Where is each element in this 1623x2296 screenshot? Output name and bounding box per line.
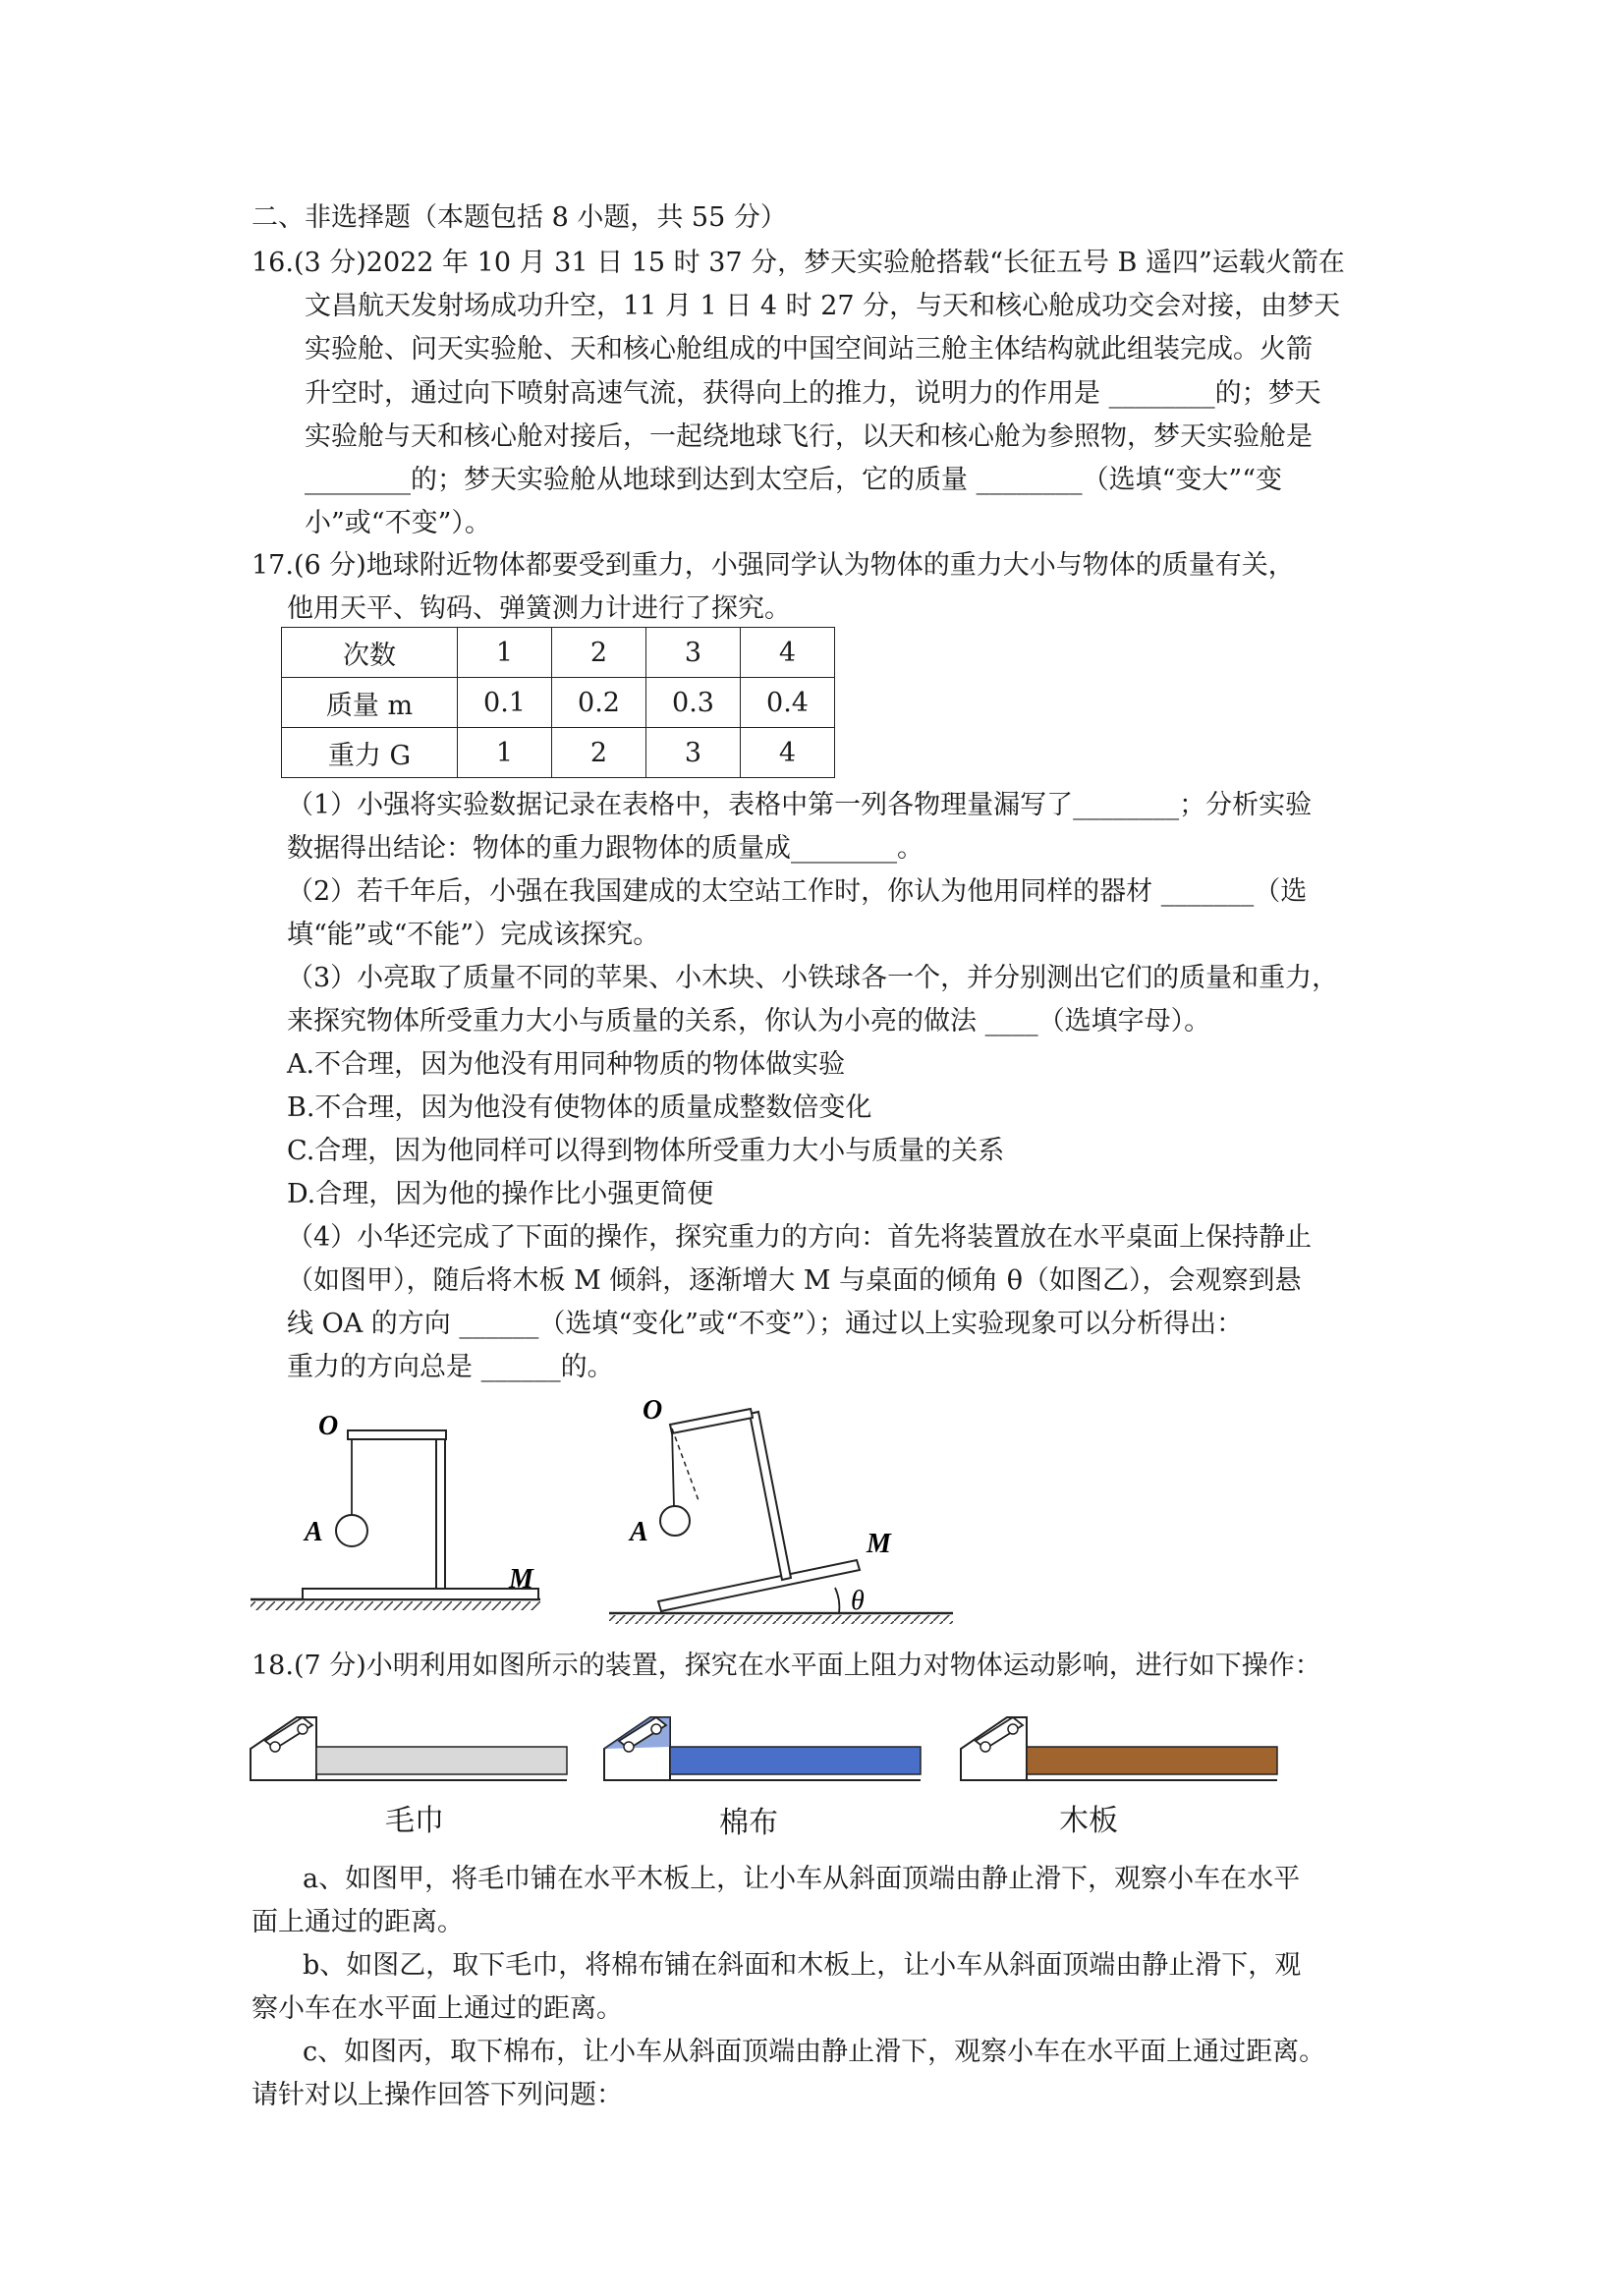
table-cell: 重力 G — [282, 728, 458, 778]
q17-option-d: D.合理，因为他的操作比小强更简便 — [287, 1179, 714, 1209]
caption-wood: 木板 — [1059, 1804, 1118, 1838]
q16-line: 实验舱、问天实验舱、天和核心舱组成的中国空间站三舱主体结构就此组装完成。火箭 — [305, 334, 1313, 364]
q17-line: （2）若千年后，小强在我国建成的太空站工作时，你认为他用同样的器材 _______（选 — [287, 876, 1308, 907]
table-cell: 3 — [646, 628, 741, 678]
q16-line: 小”或“不变”）。 — [305, 508, 491, 538]
data-table — [281, 627, 835, 778]
q16-line: 升空时，通过向下喷射高速气流，获得向上的推力，说明力的作用是 ________的；梦天 — [305, 378, 1321, 409]
label-a: A — [630, 1517, 648, 1547]
q17-line: （如图甲），随后将木板 M 倾斜，逐渐增大 M 与桌面的倾角 θ（如图乙），会观察到悬 — [287, 1265, 1302, 1296]
q16-line: 16.(3 分)2022 年 10 月 31 日 15 时 37 分，梦天实验舱搭载“长征五号 B 遥四”运载火箭在 — [252, 248, 1345, 278]
q17-line: 来探究物体所受重力大小与质量的关系，你认为小亮的做法 ____（选填字母）。 — [287, 1006, 1211, 1036]
q17-line: （1）小强将实验数据记录在表格中，表格中第一列各物理量漏写了________；分析实验 — [287, 790, 1313, 820]
table-cell: 4 — [741, 628, 835, 678]
table-cell: 0.1 — [458, 678, 552, 728]
q18-line: 察小车在水平面上通过的距离。 — [252, 1993, 623, 2024]
table-row — [282, 728, 835, 778]
label-o: O — [643, 1395, 663, 1426]
q18-line: 18.(7 分)小明利用如图所示的装置，探究在水平面上阻力对物体运动影响，进行如下操作： — [252, 1651, 1321, 1681]
q16-line: 文昌航天发射场成功升空，11 月 1 日 4 时 27 分，与天和核心舱成功交会对接，由梦天 — [305, 291, 1341, 321]
q18-line: 面上通过的距离。 — [252, 1907, 464, 1937]
wood-surface — [1027, 1747, 1277, 1774]
q17-line: （4）小华还完成了下面的操作，探究重力的方向：首先将装置放在水平桌面上保持静止 — [287, 1222, 1313, 1253]
label-theta: θ — [851, 1586, 865, 1616]
q17-line: 重力的方向总是 ______的。 — [287, 1352, 614, 1382]
towel-surface — [316, 1747, 567, 1774]
table-cell: 4 — [741, 728, 835, 778]
q17-option-b: B.不合理，因为他没有使物体的质量成整数倍变化 — [287, 1092, 872, 1123]
q17-line: 17.(6 分)地球附近物体都要受到重力，小强同学认为物体的重力大小与物体的质量有关， — [252, 550, 1295, 581]
q17-line: 线 OA 的方向 ______（选填“变化”或“不变”）；通过以上实验现象可以分析得出： — [287, 1309, 1244, 1339]
label-m: M — [867, 1529, 891, 1559]
friction-setups-figure — [246, 1700, 1297, 1808]
q17-line: （3）小亮取了质量不同的苹果、小木块、小铁球各一个，并分别测出它们的质量和重力， — [287, 963, 1339, 993]
q18-step-c: c、如图丙，取下棉布，让小车从斜面顶端由静止滑下，观察小车在水平面上通过距离。 — [303, 2037, 1326, 2067]
q16-line: 实验舱与天和核心舱对接后，一起绕地球飞行，以天和核心舱为参照物，梦天实验舱是 — [305, 421, 1313, 452]
table-cell: 次数 — [282, 628, 458, 678]
q17-option-a: A.不合理，因为他没有用同种物质的物体做实验 — [287, 1049, 846, 1080]
q18-step-a: a、如图甲，将毛巾铺在水平木板上，让小车从斜面顶端由静止滑下，观察小车在水平 — [303, 1864, 1301, 1894]
q18-line: 请针对以上操作回答下列问题： — [252, 2080, 623, 2110]
table-cell: 1 — [458, 628, 552, 678]
table-cell: 0.4 — [741, 678, 835, 728]
caption-towel: 毛巾 — [385, 1804, 444, 1838]
table-cell: 0.3 — [646, 678, 741, 728]
table-cell: 2 — [552, 728, 646, 778]
q18-step-b: b、如图乙，取下毛巾，将棉布铺在斜面和木板上，让小车从斜面顶端由静止滑下，观 — [303, 1950, 1302, 1981]
setup-wood — [961, 1717, 1277, 1780]
gravity-direction-figure — [246, 1395, 973, 1631]
figure-upright — [251, 1411, 540, 1610]
label-a: A — [305, 1517, 323, 1547]
figure-tilted — [609, 1395, 953, 1624]
q17-line: 填“能”或“不能”）完成该探究。 — [287, 920, 660, 950]
caption-cotton: 棉布 — [719, 1806, 778, 1840]
setup-cotton — [604, 1717, 921, 1780]
table-cell: 0.2 — [552, 678, 646, 728]
q16-line: ________的；梦天实验舱从地球到达到太空后，它的质量 ________（选填“变大”“变 — [305, 465, 1282, 495]
table-cell: 质量 m — [282, 678, 458, 728]
setup-towel — [251, 1717, 567, 1780]
section-heading: 二、非选择题（本题包括 8 小题，共 55 分） — [252, 202, 787, 233]
table-cell: 2 — [552, 628, 646, 678]
label-o: O — [318, 1411, 339, 1441]
table-cell: 1 — [458, 728, 552, 778]
q17-option-c: C.合理，因为他同样可以得到物体所受重力大小与质量的关系 — [287, 1136, 1005, 1166]
cotton-surface — [670, 1747, 921, 1774]
q17-line: 数据得出结论：物体的重力跟物体的质量成________。 — [287, 833, 923, 864]
table-row — [282, 628, 835, 678]
table-row — [282, 678, 835, 728]
label-m: M — [509, 1564, 533, 1595]
table-cell: 3 — [646, 728, 741, 778]
q17-line: 他用天平、钩码、弹簧测力计进行了探究。 — [287, 593, 791, 624]
